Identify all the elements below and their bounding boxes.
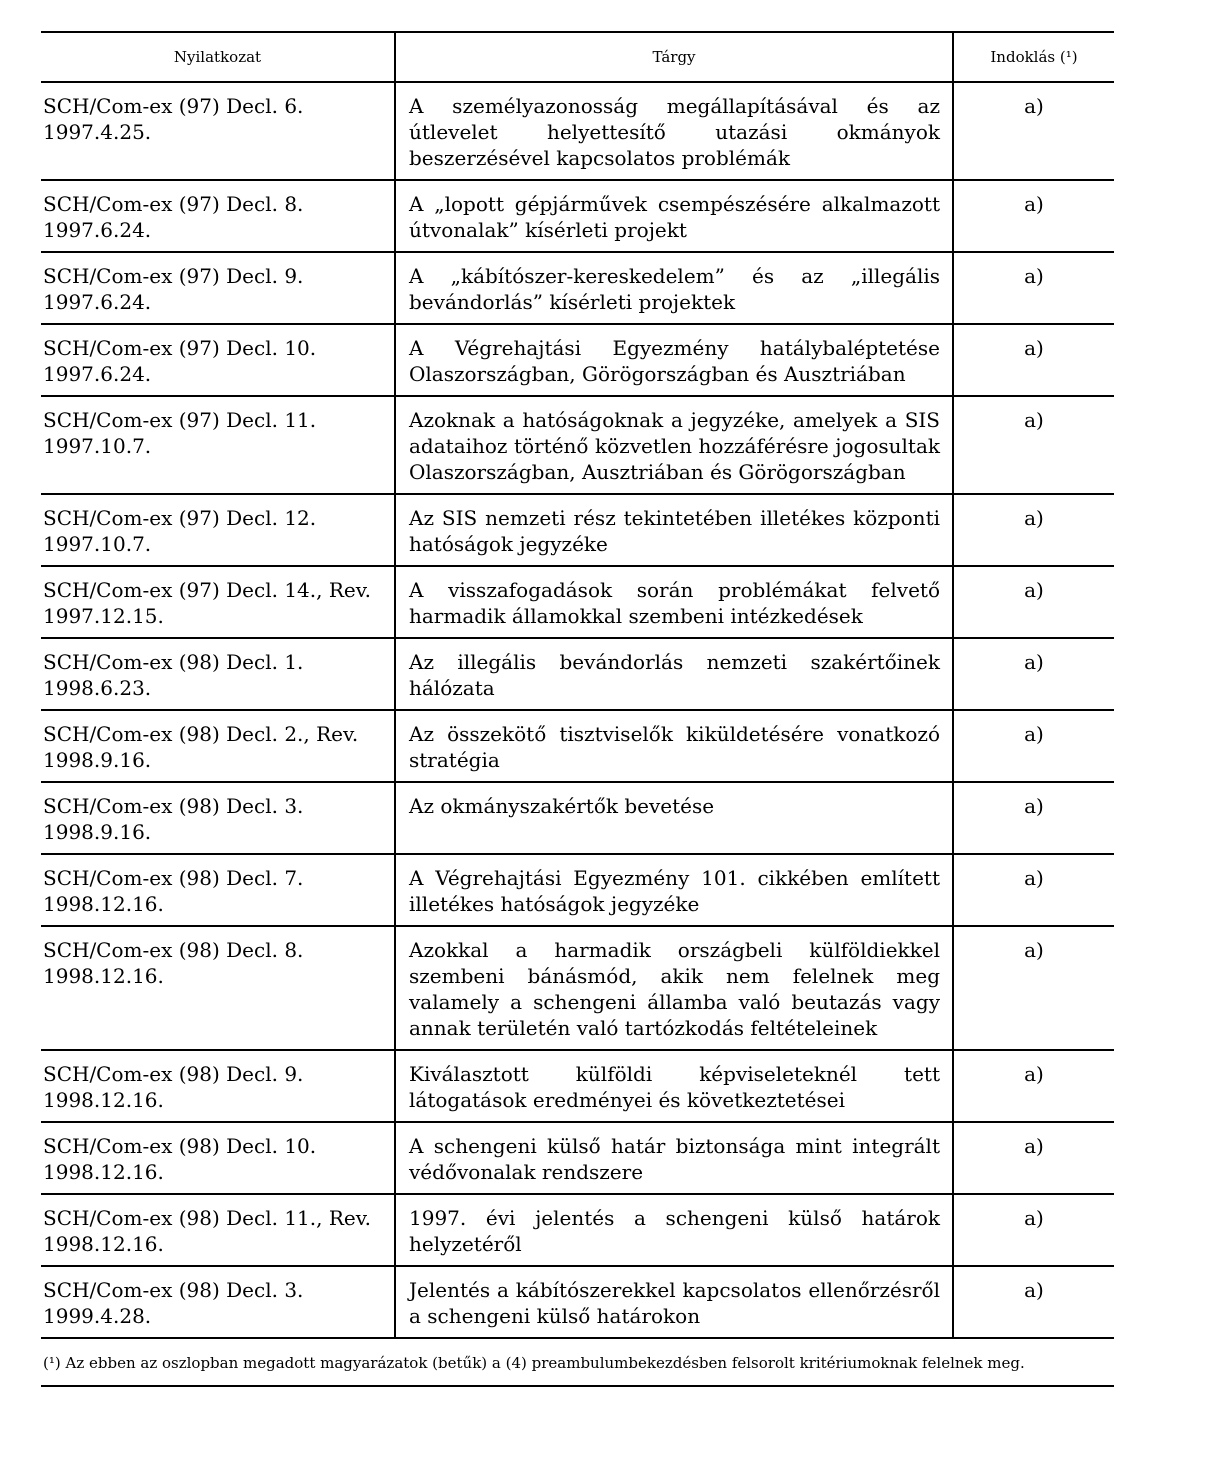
subject-cell: Az okmányszakértők bevetése bbox=[395, 782, 953, 854]
table-row bbox=[41, 638, 1114, 710]
declaration-cell bbox=[41, 1194, 395, 1266]
reason-cell: a) bbox=[953, 1266, 1114, 1338]
declaration-id: SCH/Com-ex (97) Decl. 8. bbox=[43, 192, 304, 216]
declaration-date: 1997.6.24. bbox=[43, 362, 152, 386]
subject-cell: A Végrehajtási Egyezmény 101. cikkében említett illetékes hatóságok jegyzéke bbox=[395, 854, 953, 926]
table-row bbox=[41, 710, 1114, 782]
table-row bbox=[41, 82, 1114, 180]
declaration-id: SCH/Com-ex (97) Decl. 11. bbox=[43, 408, 317, 432]
declaration-id: SCH/Com-ex (97) Decl. 10. bbox=[43, 336, 317, 360]
subject-cell: Az összekötő tisztviselők kiküldetésére vonatkozó stratégia bbox=[395, 710, 953, 782]
declaration-id: SCH/Com-ex (98) Decl. 3. bbox=[43, 794, 304, 818]
declaration-date: 1997.10.7. bbox=[43, 434, 152, 458]
table-row bbox=[41, 566, 1114, 638]
declaration-id: SCH/Com-ex (98) Decl. 7. bbox=[43, 866, 304, 890]
declaration-id: SCH/Com-ex (97) Decl. 6. bbox=[43, 94, 304, 118]
subject-cell: Azoknak a hatóságoknak a jegyzéke, amelyek a SIS adataihoz történő közvetlen hozzáférésre jogosultak Olaszországban, Ausztriában és Görögországban bbox=[395, 396, 953, 494]
subject-cell: 1997. évi jelentés a schengeni külső határok helyzetéről bbox=[395, 1194, 953, 1266]
reason-cell: a) bbox=[953, 82, 1114, 180]
subject-cell: A visszafogadások során problémákat felvető harmadik államokkal szembeni intézkedések bbox=[395, 566, 953, 638]
declaration-id: SCH/Com-ex (97) Decl. 12. bbox=[43, 506, 317, 530]
reason-cell: a) bbox=[953, 926, 1114, 1050]
declaration-cell bbox=[41, 566, 395, 638]
reason-cell: a) bbox=[953, 854, 1114, 926]
declaration-date: 1997.4.25. bbox=[43, 120, 152, 144]
reason-cell: a) bbox=[953, 1194, 1114, 1266]
declaration-date: 1998.12.16. bbox=[43, 964, 164, 988]
declaration-cell bbox=[41, 854, 395, 926]
subject-cell: A „kábítószer-kereskedelem” és az „illegális bevándorlás” kísérleti projektek bbox=[395, 252, 953, 324]
reason-cell: a) bbox=[953, 1122, 1114, 1194]
declaration-cell bbox=[41, 782, 395, 854]
table-row bbox=[41, 1122, 1114, 1194]
declaration-id: SCH/Com-ex (98) Decl. 3. bbox=[43, 1278, 304, 1302]
declaration-cell bbox=[41, 494, 395, 566]
reason-cell: a) bbox=[953, 396, 1114, 494]
table-row bbox=[41, 1194, 1114, 1266]
table-row bbox=[41, 252, 1114, 324]
declaration-date: 1998.12.16. bbox=[43, 1160, 164, 1184]
subject-cell: A „lopott gépjárművek csempészésére alkalmazott útvonalak” kísérleti projekt bbox=[395, 180, 953, 252]
subject-cell: Kiválasztott külföldi képviseleteknél tett látogatások eredményei és következtetései bbox=[395, 1050, 953, 1122]
declaration-cell bbox=[41, 710, 395, 782]
reason-cell: a) bbox=[953, 252, 1114, 324]
declaration-date: 1998.9.16. bbox=[43, 748, 152, 772]
declaration-cell bbox=[41, 396, 395, 494]
declaration-id: SCH/Com-ex (98) Decl. 10. bbox=[43, 1134, 317, 1158]
footnote: (¹) Az ebben az oszlopban megadott magyarázatok (betűk) a (4) preambulumbekezdésben felsorolt kritériumoknak felelnek meg. bbox=[41, 1338, 1114, 1386]
header-declaration: Nyilatkozat bbox=[41, 32, 395, 82]
subject-cell: Az illegális bevándorlás nemzeti szakértőinek hálózata bbox=[395, 638, 953, 710]
header-reason: Indoklás (¹) bbox=[953, 32, 1114, 82]
declaration-id: SCH/Com-ex (98) Decl. 8. bbox=[43, 938, 304, 962]
table-row bbox=[41, 324, 1114, 396]
declaration-cell bbox=[41, 324, 395, 396]
table-body bbox=[41, 82, 1114, 1386]
reason-cell: a) bbox=[953, 494, 1114, 566]
table-row bbox=[41, 926, 1114, 1050]
reason-cell: a) bbox=[953, 782, 1114, 854]
declaration-cell bbox=[41, 252, 395, 324]
declarations-document bbox=[41, 31, 1114, 1387]
declaration-date: 1999.4.28. bbox=[43, 1304, 152, 1328]
table-row bbox=[41, 396, 1114, 494]
declaration-cell bbox=[41, 1050, 395, 1122]
declaration-date: 1998.6.23. bbox=[43, 676, 152, 700]
declaration-cell bbox=[41, 82, 395, 180]
declarations-table bbox=[41, 31, 1114, 1387]
reason-cell: a) bbox=[953, 566, 1114, 638]
declaration-id: SCH/Com-ex (98) Decl. 9. bbox=[43, 1062, 304, 1086]
declaration-cell bbox=[41, 180, 395, 252]
subject-cell: Azokkal a harmadik országbeli külföldiekkel szembeni bánásmód, akik nem felelnek meg valamely a schengeni államba való beutazás vagy annak területén való tartózkodás feltételeinek bbox=[395, 926, 953, 1050]
subject-cell: A személyazonosság megállapításával és az útlevelet helyettesítő utazási okmányok beszerzésével kapcsolatos problémák bbox=[395, 82, 953, 180]
declaration-date: 1997.12.15. bbox=[43, 604, 164, 628]
table-row bbox=[41, 1050, 1114, 1122]
footnote-row bbox=[41, 1338, 1114, 1386]
declaration-id: SCH/Com-ex (98) Decl. 2., Rev. bbox=[43, 722, 359, 746]
declaration-date: 1997.10.7. bbox=[43, 532, 152, 556]
subject-cell: A schengeni külső határ biztonsága mint integrált védővonalak rendszere bbox=[395, 1122, 953, 1194]
reason-cell: a) bbox=[953, 710, 1114, 782]
declaration-id: SCH/Com-ex (97) Decl. 14., Rev. bbox=[43, 578, 372, 602]
declaration-cell bbox=[41, 1266, 395, 1338]
table-row bbox=[41, 1266, 1114, 1338]
reason-cell: a) bbox=[953, 638, 1114, 710]
table-row bbox=[41, 782, 1114, 854]
table-header-row bbox=[41, 32, 1114, 82]
subject-cell: Jelentés a kábítószerekkel kapcsolatos ellenőrzésről a schengeni külső határokon bbox=[395, 1266, 953, 1338]
table-row bbox=[41, 854, 1114, 926]
declaration-date: 1997.6.24. bbox=[43, 218, 152, 242]
subject-cell: A Végrehajtási Egyezmény hatálybaléptetése Olaszországban, Görögországban és Ausztriában bbox=[395, 324, 953, 396]
declaration-id: SCH/Com-ex (98) Decl. 11., Rev. bbox=[43, 1206, 372, 1230]
declaration-date: 1997.6.24. bbox=[43, 290, 152, 314]
declaration-id: SCH/Com-ex (97) Decl. 9. bbox=[43, 264, 304, 288]
declaration-cell bbox=[41, 638, 395, 710]
reason-cell: a) bbox=[953, 180, 1114, 252]
reason-cell: a) bbox=[953, 324, 1114, 396]
declaration-cell bbox=[41, 926, 395, 1050]
declaration-cell bbox=[41, 1122, 395, 1194]
declaration-date: 1998.12.16. bbox=[43, 1088, 164, 1112]
table-row bbox=[41, 180, 1114, 252]
declaration-date: 1998.12.16. bbox=[43, 1232, 164, 1256]
header-subject: Tárgy bbox=[395, 32, 953, 82]
subject-cell: Az SIS nemzeti rész tekintetében illetékes központi hatóságok jegyzéke bbox=[395, 494, 953, 566]
declaration-id: SCH/Com-ex (98) Decl. 1. bbox=[43, 650, 304, 674]
table-row bbox=[41, 494, 1114, 566]
reason-cell: a) bbox=[953, 1050, 1114, 1122]
declaration-date: 1998.9.16. bbox=[43, 820, 152, 844]
declaration-date: 1998.12.16. bbox=[43, 892, 164, 916]
